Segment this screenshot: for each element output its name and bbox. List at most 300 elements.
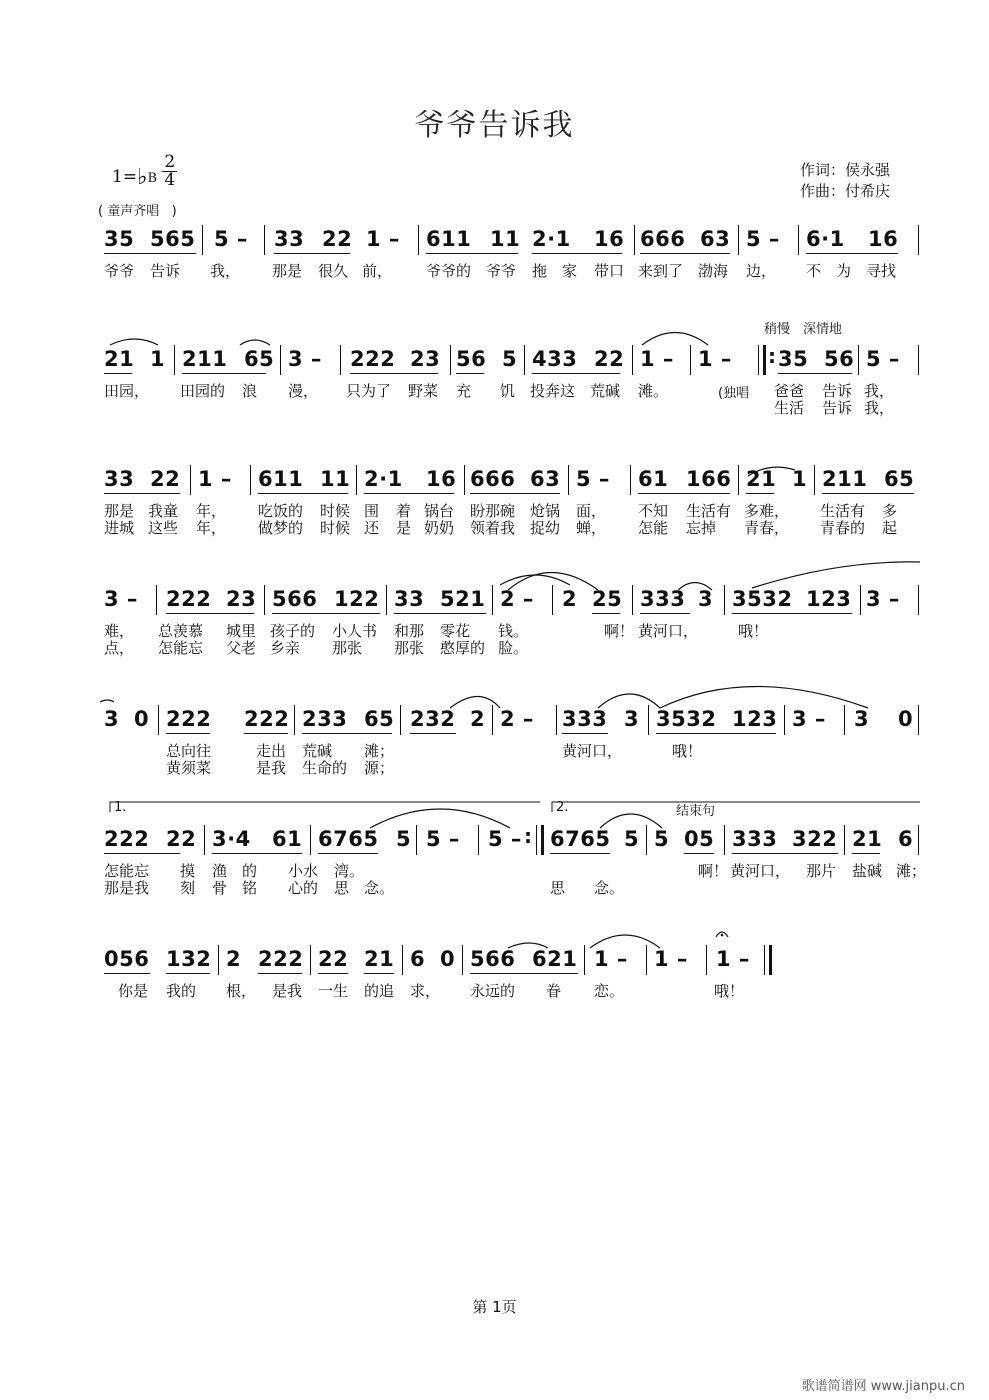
underline (104, 253, 196, 254)
barline (738, 465, 739, 495)
note: 222 (244, 707, 290, 731)
underline (104, 373, 132, 374)
lyric: 念。 (364, 879, 395, 897)
note: 566 (470, 947, 516, 971)
underline (732, 853, 838, 854)
barline (648, 705, 649, 735)
lyric: 蝉， (576, 519, 607, 537)
solo-tag: (独唱 (718, 386, 750, 401)
barline (918, 705, 919, 735)
note: 11 (490, 227, 521, 251)
underline (426, 253, 518, 254)
note: 1 – (654, 947, 688, 971)
lyric: 不知 (638, 502, 669, 520)
note: 566 (272, 587, 318, 611)
note: 611 (426, 227, 472, 251)
barline (860, 585, 861, 615)
underline (456, 373, 484, 374)
note: 0 (898, 707, 914, 731)
barline (556, 705, 557, 735)
barline (646, 825, 647, 855)
lyric: 我， (864, 382, 895, 400)
lyric: 投奔这 (530, 382, 576, 400)
note: 6765 (550, 827, 611, 851)
lyric: 总向往 (166, 742, 212, 760)
lyric: 是我 (256, 759, 287, 777)
note: 1 – (640, 347, 674, 371)
lyric: 面， (576, 502, 607, 520)
barline (630, 465, 631, 495)
note: 61 (272, 827, 303, 851)
note: 3 (854, 707, 870, 731)
lyric: 只为了 (346, 382, 392, 400)
composer: 作曲：付希庆 (800, 182, 891, 200)
note: 333 (562, 707, 608, 731)
note: 23 (226, 587, 257, 611)
lyric: 怎能忘 (104, 862, 150, 880)
note: 16 (868, 227, 899, 251)
lyric: 围 (364, 502, 380, 520)
lyric: 年， (196, 519, 227, 537)
barline (844, 825, 845, 855)
note: 333 (732, 827, 778, 851)
barline (758, 345, 759, 375)
lyric: 做梦的 (258, 519, 304, 537)
repeat-dots: : (524, 824, 533, 848)
lyric: 不 (806, 262, 822, 280)
note: 3 – (288, 347, 322, 371)
lyric: 根， (226, 982, 257, 1000)
lyric: 滩。 (638, 382, 669, 400)
lyric: 脸。 (498, 639, 529, 657)
note: 2·1 (364, 467, 403, 491)
underline (258, 973, 302, 974)
lyric: 那张 (394, 639, 425, 657)
lyric: 一生 (318, 982, 349, 1000)
barline (310, 825, 311, 855)
note: 21 (104, 347, 135, 371)
note: 16 (594, 227, 625, 251)
note: 222 (258, 947, 304, 971)
lyric: 点， (104, 639, 135, 657)
underline (562, 733, 608, 734)
note: 521 (440, 587, 486, 611)
underline (394, 613, 486, 614)
lyric: 领着我 (470, 519, 516, 537)
underline (258, 493, 348, 494)
note: 132 (166, 947, 212, 971)
volta-2: 2. (556, 800, 569, 815)
barline (784, 705, 785, 735)
note: 33 (104, 467, 135, 491)
lyric: 渔 (212, 862, 228, 880)
note: 3 (698, 587, 714, 611)
underline (166, 733, 210, 734)
lyric: 起 (882, 519, 898, 537)
barline (858, 345, 859, 375)
note: 222 (166, 587, 212, 611)
lyric: 黄须菜 (166, 759, 212, 777)
barline (632, 585, 633, 615)
lyric: 边， (746, 262, 777, 280)
underline (104, 493, 180, 494)
underline (532, 373, 620, 374)
lyric: 铭 (242, 879, 258, 897)
underline (244, 733, 288, 734)
lyric: 是 (396, 519, 412, 537)
barline (204, 825, 205, 855)
lyric: 家 (562, 262, 578, 280)
lyric: 盼那碗 (470, 502, 516, 520)
lyric: 我童 (148, 502, 179, 520)
lyric: 怎能 (638, 519, 669, 537)
note: 35 (104, 227, 135, 251)
note: 222 (104, 827, 150, 851)
lyric: 青春， (744, 519, 790, 537)
lyric: 滩； (896, 862, 927, 880)
note: 5 (654, 827, 670, 851)
lyric: 走出 (256, 742, 287, 760)
lyric: 孩子的 (270, 622, 316, 640)
note: 565 (150, 227, 196, 251)
barline (798, 225, 799, 255)
lyric: 我， (864, 399, 895, 417)
note: 35 (778, 347, 809, 371)
note: 63 (530, 467, 561, 491)
lyric: 野菜 (408, 382, 439, 400)
underline (746, 493, 774, 494)
lyric: 生活 (774, 399, 805, 417)
underline (732, 613, 852, 614)
lyric: 奶奶 (424, 519, 455, 537)
lyric: 生活有 (686, 502, 732, 520)
lyric: 漫， (288, 382, 319, 400)
underline (592, 613, 620, 614)
note: 232 (410, 707, 456, 731)
barline (416, 825, 417, 855)
note: 611 (258, 467, 304, 491)
note: 233 (302, 707, 348, 731)
note: 2·1 (532, 227, 571, 251)
lyricist: 作词：侯永强 (800, 161, 891, 179)
note: 2 (470, 707, 486, 731)
underline (470, 493, 560, 494)
note: 1 (792, 467, 808, 491)
lyric: 哦！ (714, 982, 745, 1000)
lyric: 是我 (272, 982, 303, 1000)
lyric: 荒碱 (590, 382, 621, 400)
note: 5 – (576, 467, 610, 491)
note: 211 (822, 467, 868, 491)
lyric: 总羡慕 (158, 622, 204, 640)
note: 33 (394, 587, 425, 611)
underline (806, 253, 898, 254)
note: 166 (686, 467, 732, 491)
note: 1 – (698, 347, 732, 371)
underline (302, 733, 392, 734)
note: 05 (684, 827, 715, 851)
lyric: 饥 (500, 382, 516, 400)
barline (464, 465, 465, 495)
barline (402, 945, 403, 975)
underline (638, 493, 730, 494)
barline (202, 225, 203, 255)
lyric: 告诉 (150, 262, 181, 280)
note: 3 – (104, 587, 138, 611)
lyric: 啊！ (698, 862, 729, 880)
note: 2 – (500, 707, 534, 731)
lyric: 哦！ (738, 622, 769, 640)
children-chorus-tag: ( 童声齐唱 ) (98, 204, 177, 219)
underline (640, 253, 730, 254)
note: 5 (624, 827, 640, 851)
lyric: 爸爸 (774, 382, 805, 400)
lyric: 爷爷的 (426, 262, 472, 280)
note: 63 (700, 227, 731, 251)
note: 56 (824, 347, 855, 371)
barline (264, 585, 265, 615)
final-barline-thick (769, 945, 772, 975)
lyric: 多难， (744, 502, 790, 520)
note: 5 – (214, 227, 248, 251)
barline (264, 225, 265, 255)
lyric: 吃饭的 (258, 502, 304, 520)
note: 1 (150, 347, 166, 371)
note: 11 (320, 467, 351, 491)
barline (568, 465, 569, 495)
underline (656, 733, 776, 734)
note: 322 (792, 827, 838, 851)
lyric: 渤海 (698, 262, 729, 280)
note: 21 (746, 467, 777, 491)
note: 122 (334, 587, 380, 611)
lyric: 爷爷 (104, 262, 135, 280)
barline (218, 945, 219, 975)
barline (738, 225, 739, 255)
flat-sign: ♭ (137, 165, 148, 190)
note: 6765 (318, 827, 379, 851)
lyric: 锅台 (424, 502, 455, 520)
lyric: 和那 (394, 622, 425, 640)
underline (852, 853, 880, 854)
lyric: 着 (396, 502, 412, 520)
lyric: 浪 (242, 382, 258, 400)
barline (386, 585, 387, 615)
lyric: 田园的 (180, 382, 226, 400)
barline (492, 705, 493, 735)
note: 5 – (866, 347, 900, 371)
underline (640, 613, 690, 614)
note: 5 (396, 827, 412, 851)
lyric: 的追 (364, 982, 395, 1000)
note: 22 (322, 227, 353, 251)
barline (584, 945, 585, 975)
barline (174, 345, 175, 375)
watermark: 歌谱简谱网 www.jianpu.cn (801, 1379, 965, 1394)
barline (918, 345, 919, 375)
note: 5 – (488, 827, 522, 851)
underline (274, 253, 350, 254)
lyric: 难， (104, 622, 135, 640)
barline (690, 345, 691, 375)
lyric: 生活有 (820, 502, 866, 520)
lyric: 那是 (104, 502, 135, 520)
note: 2 – (500, 587, 534, 611)
underline (364, 493, 454, 494)
lyric: 湾。 (334, 862, 365, 880)
lyric: 忘掉 (686, 519, 717, 537)
barline (250, 465, 251, 495)
note: 433 (532, 347, 578, 371)
underline (182, 373, 266, 374)
note: 1 – (366, 227, 400, 251)
underline (350, 373, 438, 374)
lyric: 的 (242, 862, 258, 880)
lyric: 为 (836, 262, 852, 280)
time-signature: $\frac{2}{4}$ (164, 152, 176, 190)
lyric: 黄河口， (638, 622, 699, 640)
lyric: 告诉 (822, 399, 853, 417)
barline (190, 465, 191, 495)
note: 056 (104, 947, 150, 971)
lyric: 多 (882, 502, 898, 520)
note: 21 (364, 947, 395, 971)
lyric: 哦！ (672, 742, 703, 760)
underline (318, 853, 378, 854)
barline (310, 945, 311, 975)
lyric: 炝锅 (530, 502, 561, 520)
lyric: 求， (410, 982, 441, 1000)
note: 2 (226, 947, 242, 971)
barline (814, 465, 815, 495)
lyric: 那是 (272, 262, 303, 280)
note: 22 (150, 467, 181, 491)
lyric: 思 (550, 879, 566, 897)
lyric: 捉幼 (530, 519, 561, 537)
note: 65 (244, 347, 275, 371)
lyric: 刻 (180, 879, 196, 897)
lyric: 念。 (594, 879, 625, 897)
note: 0 (440, 947, 456, 971)
note: 333 (640, 587, 686, 611)
underline (272, 613, 380, 614)
barline (632, 345, 633, 375)
underline (532, 253, 622, 254)
barline (844, 705, 845, 735)
key-signature: 1=♭B $\frac{2}{4}$ (112, 152, 176, 190)
lyric: 源； (364, 759, 395, 777)
note: 6·1 (806, 227, 845, 251)
underline (104, 973, 150, 974)
note: 2 (562, 587, 578, 611)
lyric: 你是 (118, 982, 149, 1000)
lyric: 进城 (104, 519, 135, 537)
note: 61 (638, 467, 669, 491)
note: 6 (898, 827, 914, 851)
volta-1: 1. (114, 800, 127, 815)
tempo-tag: 稍慢 深情地 (764, 322, 843, 337)
lyric: 充 (456, 382, 472, 400)
barline (450, 345, 451, 375)
lyric: 田园， (104, 382, 150, 400)
lyric: 还 (364, 519, 380, 537)
lyric: 城里 (226, 622, 257, 640)
barline (524, 345, 525, 375)
lyric: 时候 (320, 519, 351, 537)
repeat-barline (541, 825, 544, 855)
lyric: 心的 (288, 879, 319, 897)
lyric: 父老 (226, 639, 257, 657)
note: 3 (624, 707, 640, 731)
barline (340, 345, 341, 375)
lyric: 啊！ (604, 622, 635, 640)
note: 211 (182, 347, 228, 371)
lyric: 小人书 (332, 622, 378, 640)
barline (294, 705, 295, 735)
underline (778, 373, 852, 374)
lyric: 钱。 (498, 622, 529, 640)
note: 3 – (866, 587, 900, 611)
page-number: 第 1页 (472, 1298, 517, 1316)
note: 22 (318, 947, 349, 971)
lyric: 零花 (440, 622, 471, 640)
lyric: 寻找 (866, 262, 897, 280)
barline (478, 825, 479, 855)
song-title: 爷爷告诉我 (414, 108, 575, 143)
note: 222 (166, 707, 212, 731)
note: 65 (364, 707, 395, 731)
lyric: 时候 (320, 502, 351, 520)
lyric: 很久 (318, 262, 349, 280)
barline (918, 225, 919, 255)
underline (684, 853, 714, 854)
lyric: 年， (196, 502, 227, 520)
note: 33 (274, 227, 305, 251)
note: 666 (470, 467, 516, 491)
note: 1 – (716, 947, 750, 971)
barline (634, 225, 635, 255)
lyric: 告诉 (822, 382, 853, 400)
note: 1 – (198, 467, 232, 491)
underline (364, 973, 394, 974)
barline (356, 465, 357, 495)
lyric: 来到了 (638, 262, 684, 280)
lyric: 骨 (212, 879, 228, 897)
repeat-dots: : (768, 344, 777, 368)
lyric: 眷 (546, 982, 562, 1000)
lyric: 爷爷 (486, 262, 517, 280)
barline (400, 705, 401, 735)
note: 0 (134, 707, 150, 731)
note: 16 (426, 467, 457, 491)
note: 5 (502, 347, 518, 371)
barline (918, 585, 919, 615)
underline (166, 613, 254, 614)
barline (462, 945, 463, 975)
lyric: 憨厚的 (440, 639, 486, 657)
barline (536, 825, 537, 855)
lyric: 滩； (364, 742, 395, 760)
barline (552, 585, 553, 615)
lyric: 黄河口， (730, 862, 791, 880)
note: 22 (166, 827, 197, 851)
underline (212, 853, 302, 854)
lyric: 这些 (148, 519, 179, 537)
lyric: 黄河口， (562, 742, 623, 760)
note: 23 (410, 347, 441, 371)
lyric: 荒碱 (302, 742, 333, 760)
lyric: 我的 (166, 982, 197, 1000)
